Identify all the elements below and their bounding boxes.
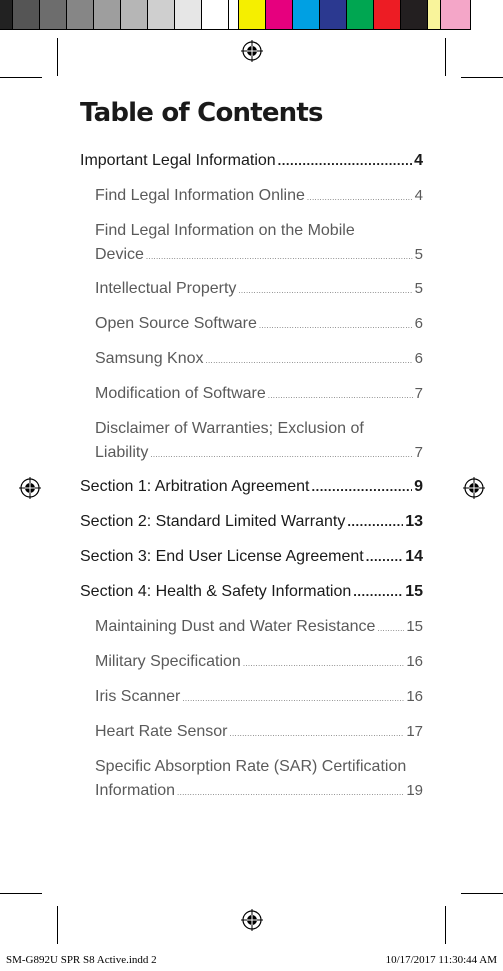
- toc-page-number: 4: [414, 152, 423, 169]
- color-swatch: [148, 0, 175, 30]
- toc-page-number: 15: [405, 583, 423, 600]
- toc-subsection-entry[interactable]: [80, 315, 423, 333]
- toc-page-number: 4: [414, 187, 423, 204]
- toc-page-number: 7: [414, 444, 423, 461]
- toc-entry-label: Important Legal Information: [80, 152, 276, 169]
- registration-mark-icon: [241, 909, 263, 931]
- toc-entry-label: Modification of Software: [95, 385, 266, 402]
- toc-page-number: 6: [414, 315, 423, 332]
- dot-leader: [259, 321, 413, 330]
- toc-subsection-entry[interactable]: [80, 350, 423, 368]
- crop-mark: [57, 38, 58, 76]
- toc-entry-label: Disclaimer of Warranties; Exclusion of: [95, 420, 364, 437]
- toc-subsection-entry[interactable]: [80, 385, 423, 403]
- color-swatch: [40, 0, 67, 30]
- toc-entry-label-continued: Information: [95, 782, 176, 799]
- dot-leader: [353, 584, 403, 599]
- toc-entry-label: Heart Rate Sensor: [95, 723, 228, 740]
- dot-leader: [238, 286, 412, 295]
- toc-page-number: 17: [406, 723, 423, 740]
- dot-leader: [366, 549, 403, 564]
- registration-mark-icon: [19, 477, 41, 499]
- color-swatch: [0, 0, 13, 30]
- toc-page-number: 5: [414, 280, 423, 297]
- color-swatch: [13, 0, 40, 30]
- print-slug: [6, 954, 497, 966]
- color-swatch: [239, 0, 266, 30]
- color-swatch: [94, 0, 121, 30]
- toc-section-entry[interactable]: [80, 513, 423, 531]
- dot-leader: [150, 450, 412, 459]
- toc-subsection-entry[interactable]: [80, 618, 423, 636]
- toc-entry-label-continued: Device: [95, 246, 144, 263]
- dot-leader: [311, 479, 412, 494]
- toc-section-entry[interactable]: [80, 152, 423, 170]
- toc-entry-label: Find Legal Information Online: [95, 187, 305, 204]
- dot-leader: [177, 788, 404, 797]
- toc-entry-label: Military Specification: [95, 653, 241, 670]
- dot-leader: [230, 729, 405, 738]
- dot-leader: [243, 659, 404, 668]
- toc-entry-label: Section 1: Arbitration Agreement: [80, 478, 310, 495]
- color-swatch: [320, 0, 347, 30]
- toc-page-number: 6: [414, 350, 423, 367]
- dot-leader: [347, 514, 403, 529]
- toc-section-entry[interactable]: [80, 478, 423, 496]
- toc-page-number: 9: [414, 478, 423, 495]
- dot-leader: [146, 252, 413, 261]
- crop-mark: [0, 77, 42, 78]
- toc-entry-label: Section 3: End User License Agreement: [80, 548, 364, 565]
- dot-leader: [278, 153, 412, 168]
- toc-subsection-entry[interactable]: [80, 420, 423, 462]
- toc-entry-label-continued: Liability: [95, 444, 149, 461]
- color-calibration-bar: [0, 0, 471, 32]
- toc-entry-label: Samsung Knox: [95, 350, 204, 367]
- toc-page-number: 16: [406, 653, 423, 670]
- crop-mark: [461, 77, 503, 78]
- toc-page-number: 7: [414, 385, 423, 402]
- toc-subsection-entry[interactable]: [80, 688, 423, 706]
- toc-page-number: 16: [406, 688, 423, 705]
- toc-entry-label: Specific Absorption Rate (SAR) Certification: [95, 758, 407, 775]
- toc-entry-label: Maintaining Dust and Water Resistance: [95, 618, 376, 635]
- toc-section-entry[interactable]: [80, 548, 423, 566]
- toc-page-number: 19: [406, 782, 423, 799]
- toc-page-number: 13: [405, 513, 423, 530]
- page-title: Table of Contents: [80, 98, 323, 128]
- toc-page-number: 14: [405, 548, 423, 565]
- crop-mark: [0, 893, 42, 894]
- slug-file-name: SM-G892U SPR S8 Active.indd 2: [6, 954, 157, 966]
- toc-subsection-entry[interactable]: [80, 222, 423, 264]
- color-swatch: [374, 0, 401, 30]
- color-swatch: [121, 0, 148, 30]
- toc-subsection-entry[interactable]: [80, 653, 423, 671]
- slug-datetime: 10/17/2017 11:30:44 AM: [385, 954, 497, 966]
- toc-entry-label: Section 2: Standard Limited Warranty: [80, 513, 346, 530]
- color-swatch: [293, 0, 320, 30]
- toc-entry-label: Open Source Software: [95, 315, 257, 332]
- toc-subsection-entry[interactable]: [80, 758, 423, 800]
- dot-leader: [206, 356, 413, 365]
- color-swatch: [266, 0, 293, 30]
- dot-leader: [377, 624, 404, 633]
- dot-leader: [268, 391, 413, 400]
- toc-entry-label: Section 4: Health & Safety Information: [80, 583, 352, 600]
- registration-mark-icon: [463, 477, 485, 499]
- dot-leader: [182, 694, 404, 703]
- dot-leader: [307, 193, 413, 202]
- toc-section-entry[interactable]: [80, 583, 423, 601]
- toc-entry-label: Iris Scanner: [95, 688, 181, 705]
- registration-mark-icon: [241, 40, 263, 62]
- crop-mark: [461, 893, 503, 894]
- color-swatch: [428, 0, 441, 30]
- crop-mark: [57, 906, 58, 944]
- color-swatch: [202, 0, 229, 30]
- toc-page-number: 5: [414, 246, 423, 263]
- toc-subsection-entry[interactable]: [80, 723, 423, 741]
- color-swatch: [175, 0, 202, 30]
- toc-subsection-entry[interactable]: [80, 187, 423, 205]
- color-swatch: [347, 0, 374, 30]
- color-swatch: [441, 0, 471, 30]
- toc-page-number: 15: [406, 618, 423, 635]
- crop-mark: [445, 906, 446, 944]
- toc-entry-label: Find Legal Information on the Mobile: [95, 222, 355, 239]
- toc-entry-label: Intellectual Property: [95, 280, 237, 297]
- crop-mark: [445, 38, 446, 76]
- color-swatch: [401, 0, 428, 30]
- color-swatch: [67, 0, 94, 30]
- color-swatch: [229, 0, 239, 30]
- toc-subsection-entry[interactable]: [80, 280, 423, 298]
